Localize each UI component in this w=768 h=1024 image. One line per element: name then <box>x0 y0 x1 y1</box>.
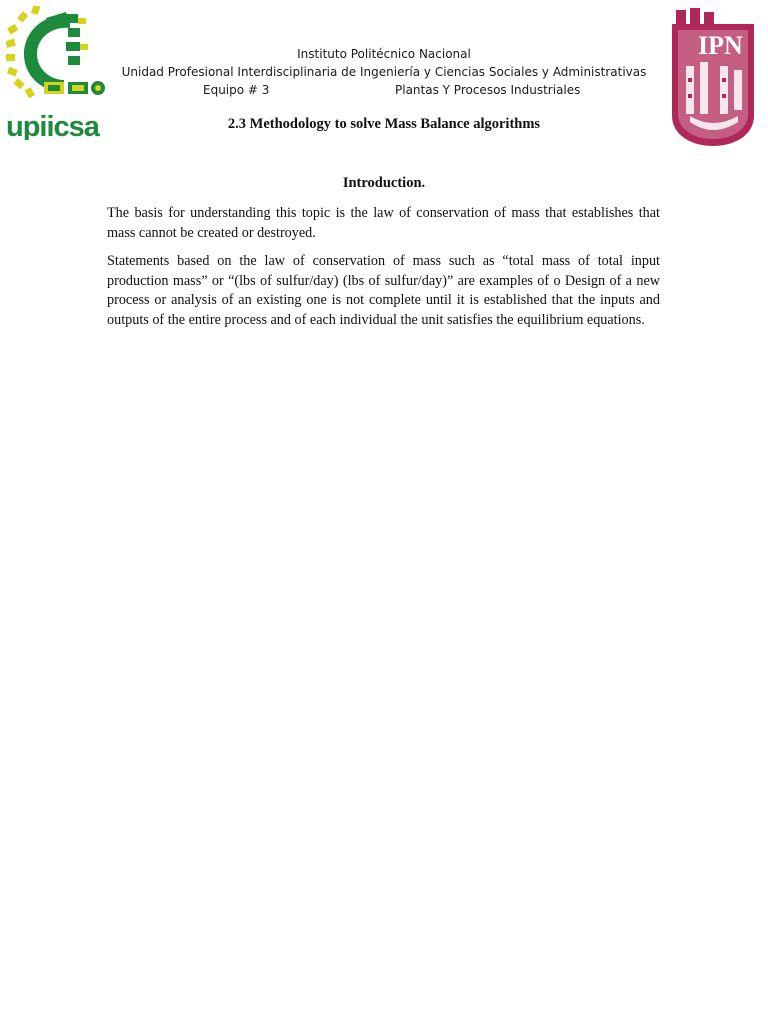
document-header <box>0 45 768 81</box>
document-body <box>107 204 660 339</box>
paragraph: Statements based on the law of conservation of mass such as “total mass of total input production mass” or “(lbs of sulfur/day) (lbs of sulfur/day)” are examples of o Design of a new process or analysis of an existing one is not complete until it is established that the inputs and outputs of the entire process and of each individual the unit satisfies the equilibrium equations. <box>107 253 660 328</box>
paragraph: The basis for understanding this topic is the law of conservation of mass that establishes that mass cannot be created or destroyed. <box>107 205 660 241</box>
document-title: 2.3 Methodology to solve Mass Balance algorithms <box>227 116 541 132</box>
institution-name: Instituto Politécnico Nacional <box>297 47 471 61</box>
course-name: Plantas Y Procesos Industriales <box>395 83 581 97</box>
section-heading: Introduction. <box>342 175 426 191</box>
ipn-wordmark: IPN <box>698 31 743 60</box>
team-label: Equipo # 3 <box>203 83 270 97</box>
upiicsa-wordmark: upiicsa <box>6 111 99 140</box>
unit-name: Unidad Profesional Interdisciplinaria de Ingeniería y Ciencias Sociales y Administrativas <box>121 65 647 79</box>
